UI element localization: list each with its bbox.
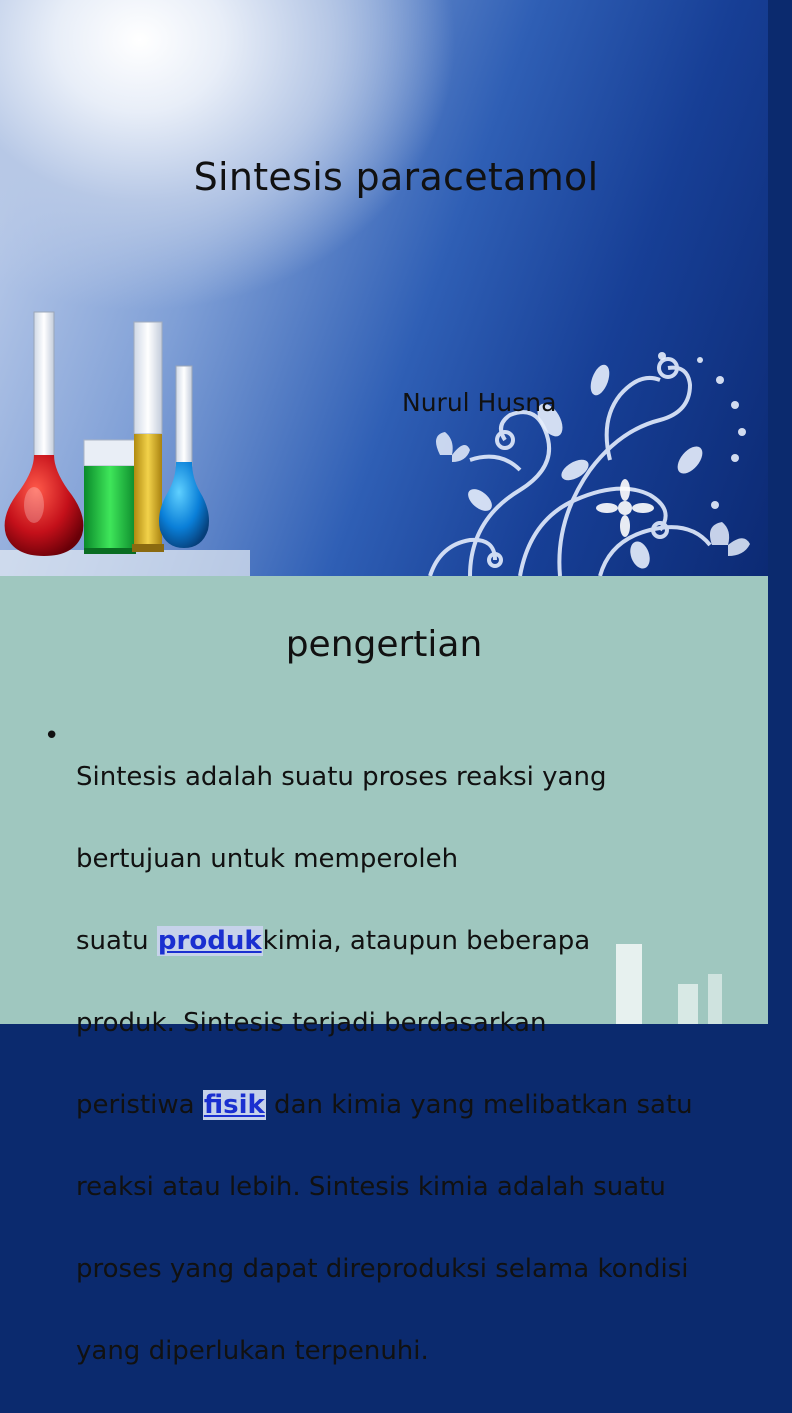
- green-beaker-icon: [84, 440, 136, 554]
- link-produk[interactable]: produk: [157, 926, 262, 956]
- paragraph-text: [76, 716, 734, 1413]
- bullet-marker: •: [44, 721, 60, 751]
- content-slide: [0, 576, 768, 1366]
- slide-artwork: [0, 0, 768, 576]
- text-line: yang diperlukan terpenuhi.: [76, 1336, 429, 1366]
- title-slide: [0, 0, 768, 576]
- text-line: produk. Sintesis terjadi berdasarkan: [76, 1008, 547, 1038]
- bullet-paragraph: [44, 716, 734, 1413]
- text-line: reaksi atau lebih. Sintesis kimia adalah suatu: [76, 1172, 666, 1202]
- text-line: proses yang dapat direproduksi selama kondisi: [76, 1254, 689, 1284]
- slide-subtitle: Nurul Husna: [402, 388, 557, 417]
- slide-heading: pengertian: [285, 624, 483, 665]
- slide-title: Sintesis paracetamol: [193, 155, 599, 199]
- text-line: peristiwa fisik dan kimia yang melibatkan satu: [76, 1090, 693, 1120]
- text-line: bertujuan untuk memperoleh: [76, 844, 459, 874]
- blue-flask-icon: [159, 366, 209, 548]
- link-fisik[interactable]: fisik: [203, 1090, 265, 1120]
- text-line: suatu produkkimia, ataupun beberapa: [76, 926, 591, 956]
- text-line: Sintesis adalah suatu proses reaksi yang: [76, 762, 607, 792]
- red-flask-icon: [5, 312, 84, 556]
- faded-flask-decoration: [568, 944, 768, 1024]
- flower-icon: [596, 479, 654, 537]
